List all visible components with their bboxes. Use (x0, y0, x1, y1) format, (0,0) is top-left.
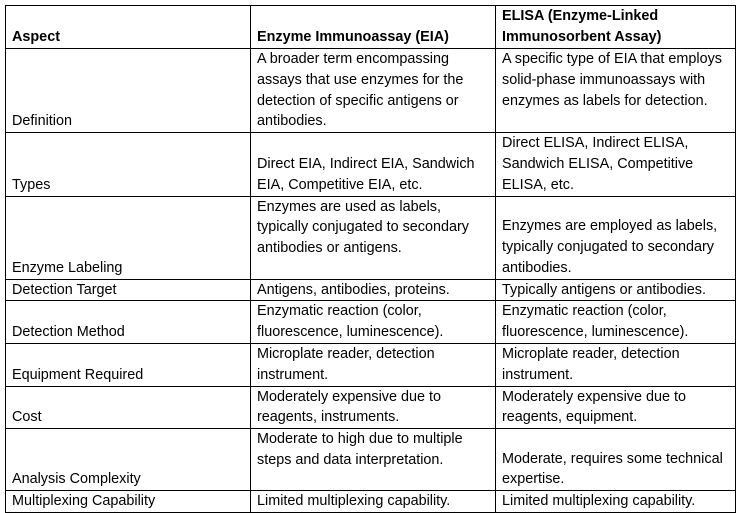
table-row (6, 133, 736, 196)
cell-elisa: Typically antigens or antibodies. (496, 279, 736, 301)
table-row (6, 386, 736, 429)
cell-aspect: Analysis Complexity (6, 429, 251, 491)
cell-eia: Moderate to high due to multiple steps and data interpretation. (251, 429, 496, 491)
table-row (6, 343, 736, 386)
cell-elisa: Direct ELISA, Indirect ELISA, Sandwich ELISA, Competitive ELISA, etc. (496, 133, 736, 196)
header-elisa: ELISA (Enzyme-Linked Immunosorbent Assay) (496, 6, 736, 49)
cell-aspect: Equipment Required (6, 343, 251, 386)
cell-eia: Microplate reader, detection instrument. (251, 343, 496, 386)
cell-eia: Limited multiplexing capability. (251, 491, 496, 513)
cell-aspect: Detection Method (6, 301, 251, 344)
cell-aspect: Types (6, 133, 251, 196)
cell-elisa: Moderate, requires some technical expertise. (496, 429, 736, 491)
cell-elisa: Limited multiplexing capability. (496, 491, 736, 513)
comparison-table (5, 5, 736, 513)
cell-eia: Enzymes are used as labels, typically conjugated to secondary antibodies or antigens. (251, 196, 496, 279)
table-row (6, 301, 736, 344)
cell-eia: Enzymatic reaction (color, fluorescence, luminescence). (251, 301, 496, 344)
cell-aspect: Detection Target (6, 279, 251, 301)
cell-aspect: Multiplexing Capability (6, 491, 251, 513)
header-eia: Enzyme Immunoassay (EIA) (251, 6, 496, 49)
cell-elisa: Enzymatic reaction (color, fluorescence, luminescence). (496, 301, 736, 344)
table-row (6, 196, 736, 279)
cell-elisa: Moderately expensive due to reagents, equipment. (496, 386, 736, 429)
cell-aspect: Enzyme Labeling (6, 196, 251, 279)
table-row (6, 429, 736, 491)
table-row (6, 491, 736, 513)
cell-aspect: Cost (6, 386, 251, 429)
header-row (6, 6, 736, 49)
table-row (6, 49, 736, 133)
cell-elisa: A specific type of EIA that employs solid-phase immunoassays with enzymes as labels for detection. (496, 49, 736, 133)
cell-aspect: Definition (6, 49, 251, 133)
cell-eia: Antigens, antibodies, proteins. (251, 279, 496, 301)
cell-eia: Moderately expensive due to reagents, instruments. (251, 386, 496, 429)
cell-elisa: Enzymes are employed as labels, typically conjugated to secondary antibodies. (496, 196, 736, 279)
cell-eia: Direct EIA, Indirect EIA, Sandwich EIA, Competitive EIA, etc. (251, 133, 496, 196)
table-row (6, 279, 736, 301)
header-aspect: Aspect (6, 6, 251, 49)
cell-elisa: Microplate reader, detection instrument. (496, 343, 736, 386)
cell-eia: A broader term encompassing assays that use enzymes for the detection of specific antigens or antibodies. (251, 49, 496, 133)
